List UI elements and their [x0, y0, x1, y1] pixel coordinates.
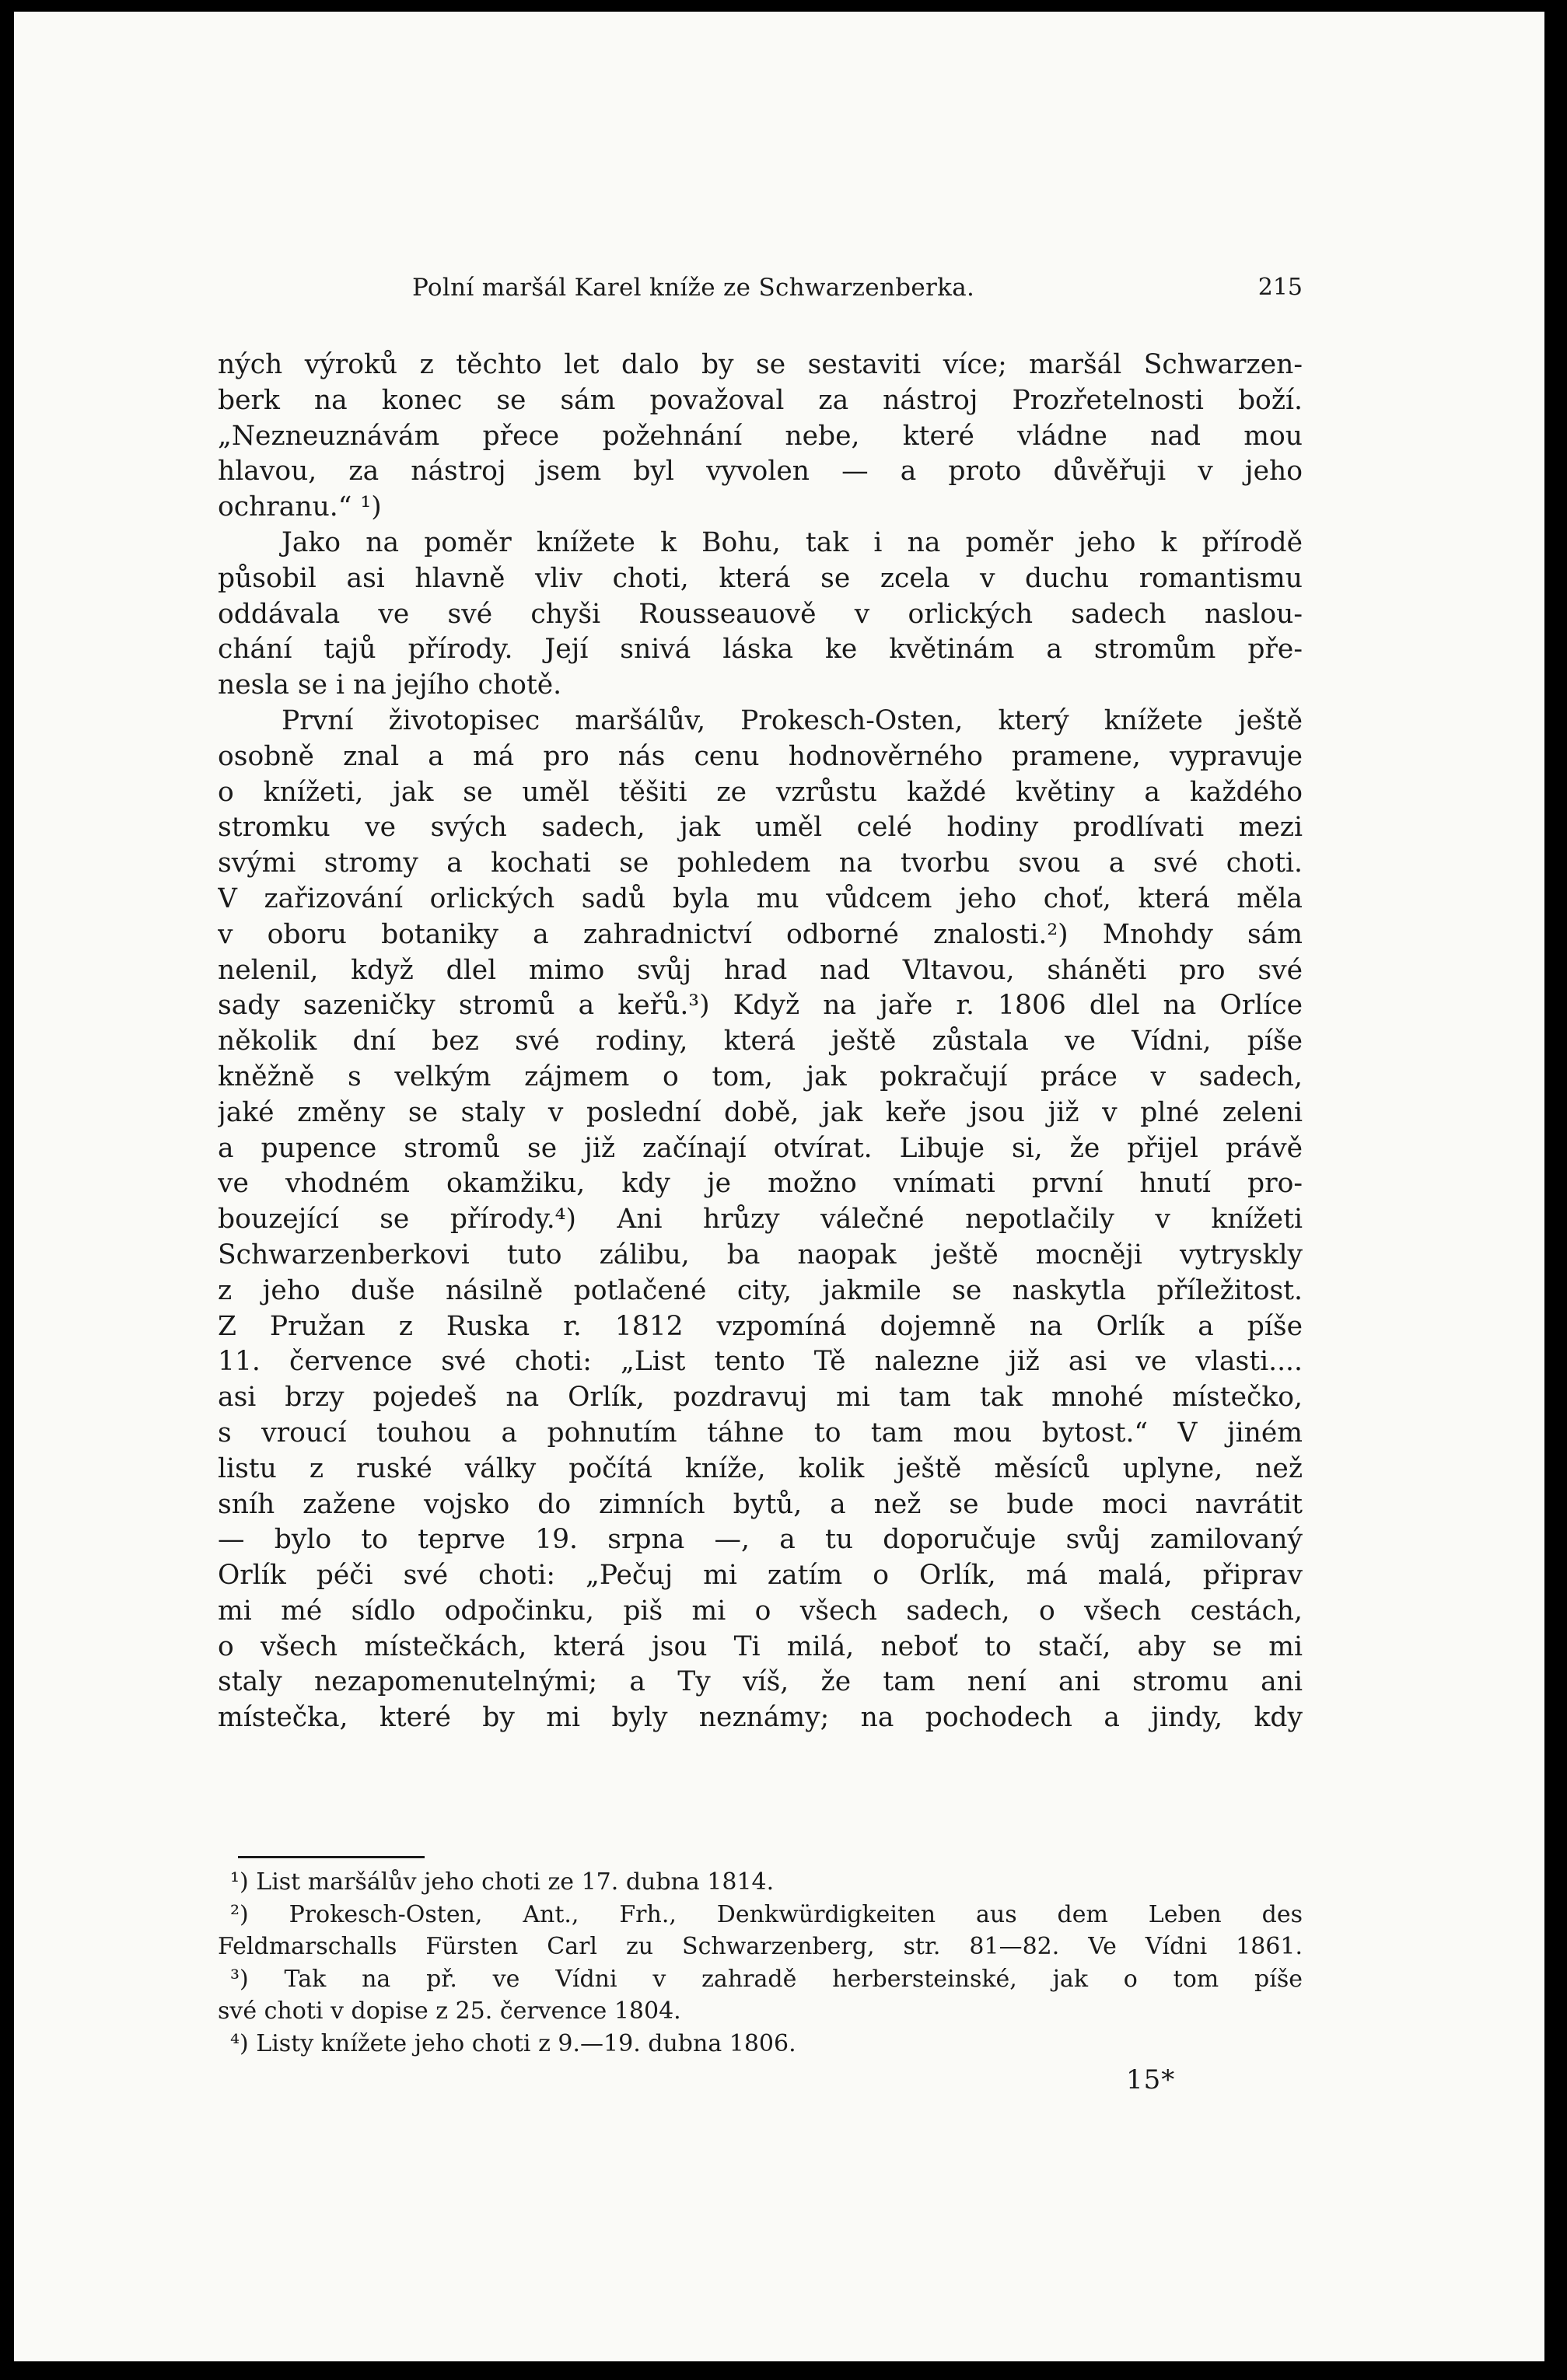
- running-header: [218, 268, 1303, 307]
- text-line: Jako na poměr knížete k Bohu, tak i na poměr jeho k přírodě: [282, 526, 1303, 558]
- footnote-line: ¹) List maršálův jeho choti ze 17. dubna 1814.: [230, 1868, 775, 1896]
- text-line: několik dní bez své rodiny, která ještě zůstala ve Vídni, píše: [218, 1026, 1303, 1057]
- text-line: o všech místečkách, která jsou Ti milá, neboť to stačí, aby se mi: [218, 1630, 1303, 1662]
- body-text: [218, 348, 1303, 1844]
- signature-mark: 15*: [1126, 2064, 1176, 2095]
- text-line: asi brzy pojedeš na Orlík, pozdravuj mi tam tak mnohé místečko,: [218, 1382, 1303, 1414]
- text-line: hlavou, za nástroj jsem byl vyvolen — a proto důvěřuji v jeho: [218, 456, 1303, 488]
- text-line: ochranu.“ ¹): [218, 491, 382, 523]
- text-line: Z Pružan z Ruska r. 1812 vzpomíná dojemně na Orlík a píše: [218, 1310, 1303, 1342]
- text-line: osobně znal a má pro nás cenu hodnověrného pramene, vypravuje: [218, 740, 1303, 772]
- text-line: nelenil, když dlel mimo svůj hrad nad Vltavou, sháněti pro své: [218, 954, 1303, 986]
- text-line: Schwarzenberkovi tuto zálibu, ba naopak ještě mocněji vytryskly: [218, 1239, 1303, 1270]
- text-line: z jeho duše násilně potlačené city, jakmile se naskytla příležitost.: [218, 1274, 1303, 1306]
- footnote-line: Feldmarschalls Fürsten Carl zu Schwarzenberg, str. 81—82. Ve Vídni 1861.: [218, 1933, 1303, 1960]
- text-line: berk na konec se sám považoval za nástroj Prozřetelnosti boží.: [218, 384, 1303, 416]
- text-line: oddávala ve své chyši Rousseauově v orlických sadech naslou-: [218, 598, 1303, 630]
- text-line: listu z ruské války počítá kníže, kolik ještě měsíců uplyne, než: [218, 1452, 1303, 1484]
- text-line: v oboru botaniky a zahradnictví odborné znalosti.²) Mnohdy sám: [218, 918, 1303, 950]
- text-line: působil asi hlavně vliv choti, která se zcela v duchu romantismu: [218, 562, 1303, 594]
- text-line: kněžně s velkým zájmem o tom, jak pokračují práce v sadech,: [218, 1061, 1303, 1092]
- footnotes: [218, 1866, 1303, 2060]
- text-line: Orlík péči své choti: „Pečuj mi zatím o Orlík, má malá, připrav: [218, 1560, 1303, 1592]
- footnote-line: ⁴) Listy knížete jeho choti z 9.—19. dubna 1806.: [230, 2029, 796, 2057]
- footnote-line: ²) Prokesch-Osten, Ant., Frh., Denkwürdigkeiten aus dem Leben des: [230, 1900, 1303, 1928]
- text-line: bouzející se přírody.⁴) Ani hrůzy válečné nepotlačily v knížeti: [218, 1204, 1303, 1235]
- footnote-line: ³) Tak na př. ve Vídni v zahradě herbersteinské, jak o tom píše: [230, 1965, 1303, 1993]
- text-line: „Nezneuznávám přece požehnání nebe, které vládne nad mou: [218, 420, 1303, 452]
- text-line: sníh zažene vojsko do zimních bytů, a než se bude moci navrátit: [218, 1488, 1303, 1520]
- text-line: s vroucí touhou a pohnutím táhne to tam mou bytost.“ V jiném: [218, 1417, 1303, 1449]
- running-title: Polní maršál Karel kníže ze Schwarzenberka.: [412, 274, 975, 302]
- text-line: svými stromy a kochati se pohledem na tvorbu svou a své choti.: [218, 848, 1303, 879]
- text-line: ve vhodném okamžiku, kdy je možno vnímati první hnutí pro-: [218, 1168, 1303, 1200]
- text-line: o knížeti, jak se uměl těšiti ze vzrůstu každé květiny a každého: [218, 776, 1303, 808]
- text-line: mi mé sídlo odpočinku, piš mi o všech sadech, o všech cestách,: [218, 1595, 1303, 1627]
- text-line: místečka, které by mi byly neznámy; na pochodech a jindy, kdy: [218, 1702, 1303, 1734]
- text-line: V zařizování orlických sadů byla mu vůdcem jeho choť, která měla: [218, 882, 1303, 914]
- text-line: ných výroků z těchto let dalo by se sestaviti více; maršál Schwarzen-: [218, 349, 1303, 380]
- footnote-divider: [238, 1856, 425, 1858]
- footnote-line: své choti v dopise z 25. července 1804.: [218, 1997, 681, 2025]
- text-line: staly nezapomenutelnými; a Ty víš, že tam není ani stromu ani: [218, 1666, 1303, 1698]
- text-line: stromku ve svých sadech, jak uměl celé hodiny prodlívati mezi: [218, 812, 1303, 844]
- page-number: 215: [1257, 274, 1303, 301]
- text-line: sady sazeničky stromů a keřů.³) Když na jaře r. 1806 dlel na Orlíce: [218, 990, 1303, 1022]
- text-line: — bylo to teprve 19. srpna —, a tu doporučuje svůj zamilovaný: [218, 1524, 1303, 1556]
- text-line: První životopisec maršálův, Prokesch-Osten, který knížete ještě: [282, 704, 1303, 736]
- text-line: nesla se i na jejího chotě.: [218, 669, 562, 701]
- text-line: chání tajů přírody. Její snivá láska ke květinám a stromům pře-: [218, 634, 1303, 666]
- book-page: [14, 12, 1544, 2361]
- text-line: a pupence stromů se již začínají otvírat. Libuje si, že přijel právě: [218, 1132, 1303, 1164]
- text-line: jaké změny se staly v poslední době, jak keře jsou již v plné zeleni: [218, 1096, 1303, 1128]
- text-line: 11. července své choti: „List tento Tě nalezne již asi ve vlasti....: [218, 1346, 1303, 1378]
